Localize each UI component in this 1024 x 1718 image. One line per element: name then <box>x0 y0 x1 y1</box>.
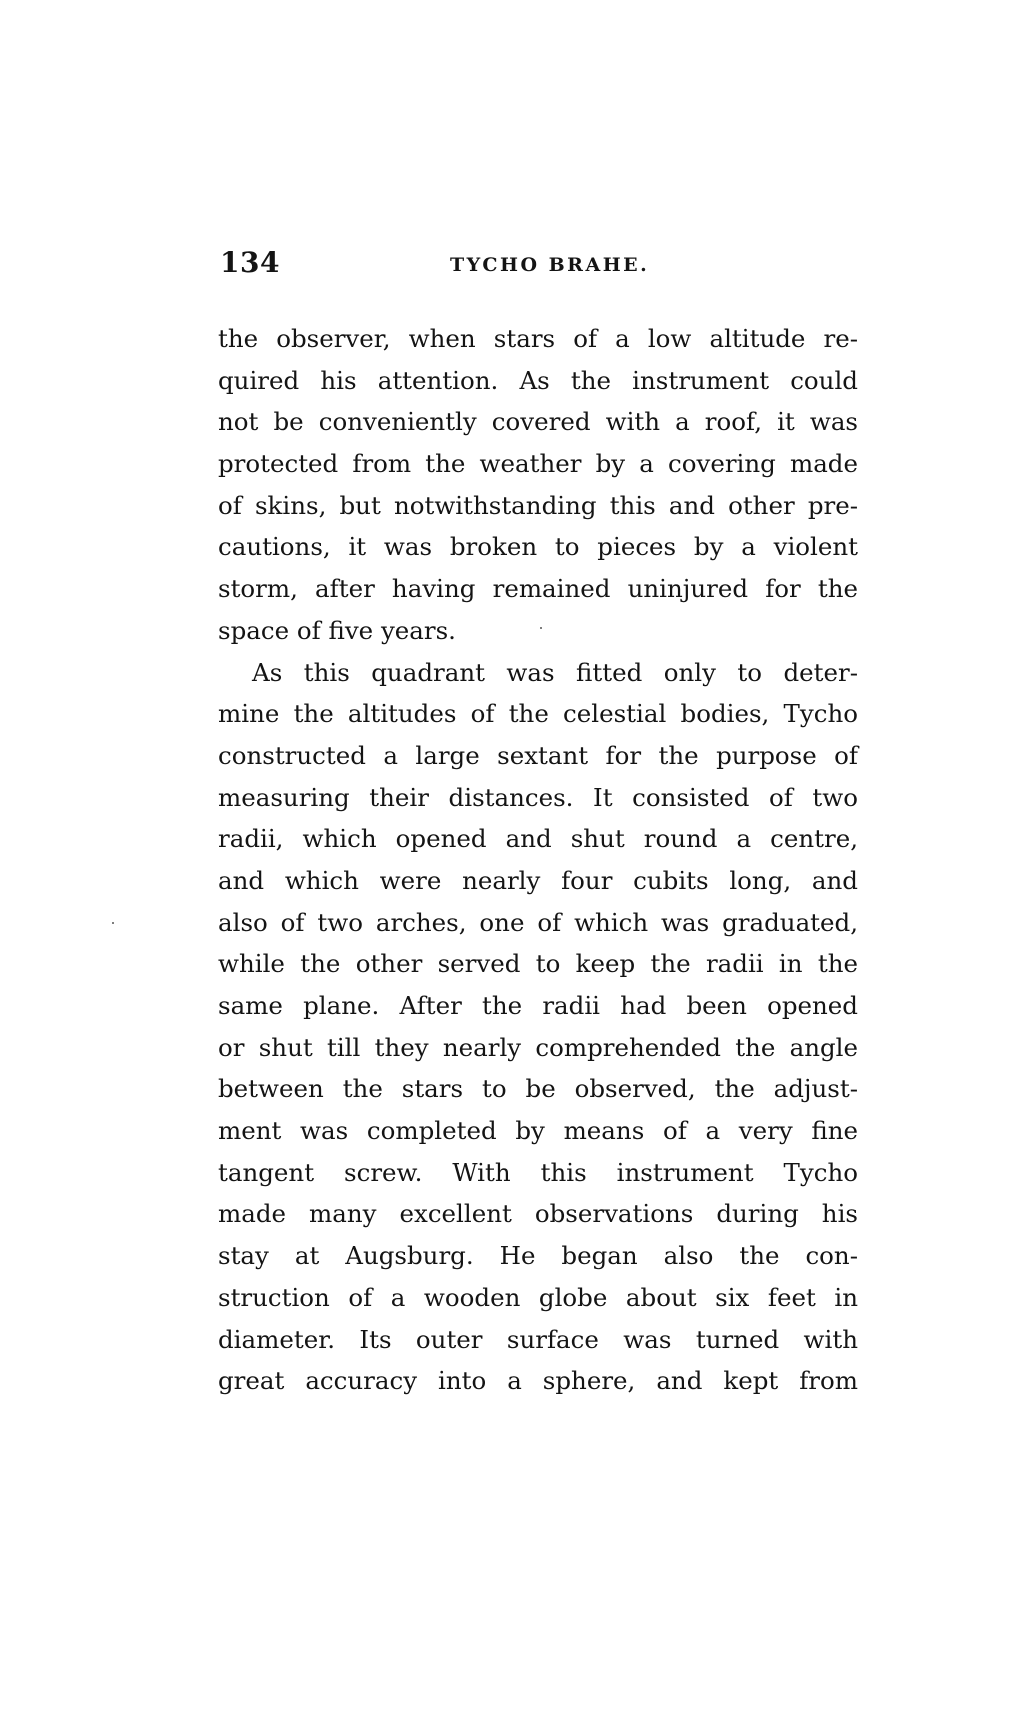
text-line: struction of a wooden globe about six feet in <box>218 1282 858 1312</box>
text-line: while the other served to keep the radii in the <box>218 949 858 979</box>
paper-speck <box>540 627 542 629</box>
text-line: stay at Augsburg. He began also the con- <box>218 1241 858 1271</box>
text-line: also of two arches, one of which was graduated, <box>218 907 858 937</box>
page-number: 134 <box>220 246 280 279</box>
running-head: TYCHO BRAHE. <box>450 254 650 276</box>
text-line: ment was completed by means of a very fine <box>218 1116 858 1146</box>
text-line: As this quadrant was fitted only to deter- <box>252 657 858 687</box>
text-line: of skins, but notwithstanding this and other pre- <box>218 490 858 520</box>
paper-speck <box>112 922 114 924</box>
text-line: diameter. Its outer surface was turned with <box>218 1324 858 1354</box>
text-line: space of five years. <box>218 615 456 645</box>
text-line: radii, which opened and shut round a centre, <box>218 824 858 854</box>
text-line: between the stars to be observed, the adjust- <box>218 1074 858 1104</box>
text-line: made many excellent observations during his <box>218 1199 858 1229</box>
paragraph-2 <box>218 652 858 1402</box>
paragraph-1 <box>218 318 858 652</box>
text-line: tangent screw. With this instrument Tycho <box>218 1157 858 1187</box>
text-line: quired his attention. As the instrument could <box>218 365 858 395</box>
text-line: measuring their distances. It consisted of two <box>218 782 858 812</box>
text-line: and which were nearly four cubits long, and <box>218 865 858 895</box>
text-line: same plane. After the radii had been opened <box>218 991 858 1020</box>
text-line: or shut till they nearly comprehended the angle <box>218 1032 858 1062</box>
page-header <box>220 246 860 286</box>
text-line: cautions, it was broken to pieces by a violent <box>218 532 858 562</box>
text-line: protected from the weather by a covering made <box>218 449 858 479</box>
text-line: storm, after having remained uninjured for the <box>218 574 858 604</box>
text-line: not be conveniently covered with a roof, it was <box>218 407 858 437</box>
text-line: constructed a large sextant for the purpose of <box>218 740 858 770</box>
text-line: the observer, when stars of a low altitude re- <box>218 324 858 353</box>
body-text <box>218 318 858 1402</box>
text-line: mine the altitudes of the celestial bodies, Tycho <box>218 699 858 729</box>
text-line: great accuracy into a sphere, and kept from <box>218 1366 858 1396</box>
